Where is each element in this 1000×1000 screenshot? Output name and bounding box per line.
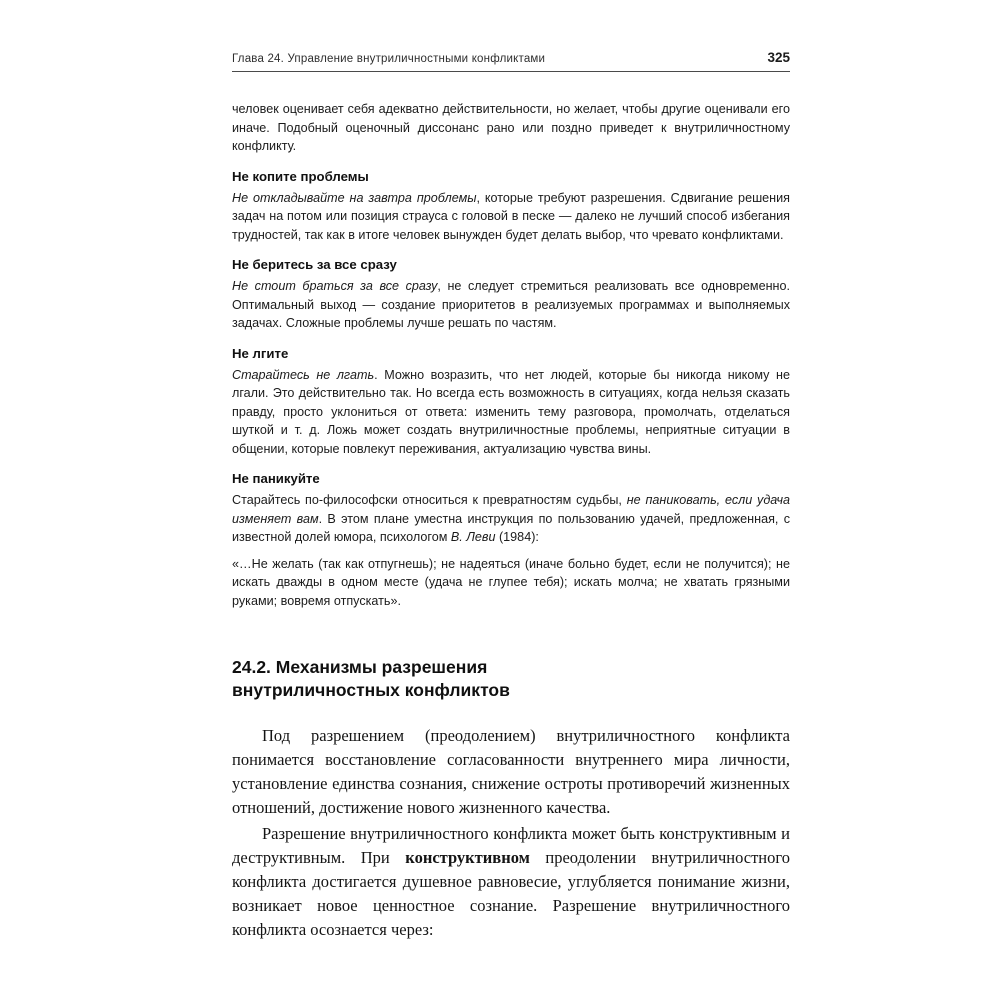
text-run: Под разрешением (преодолением) внутриличностного конфликта понимается восстановление согласованности внутреннего мира личности, установление единства сознания, снижение остроты противоречий жизненных отношений, достижение нового жизненного качества. [232,726,790,817]
section-heading: 24.2. Механизмы разрешения внутриличностных конфликтов [232,657,510,700]
text-run: преодолении внутриличностного конфликта достигается душевное равновесие, углубляется понимание жизни, возникает новое ценностное сознание. Разрешение внутриличностного конфликта осознается через: [232,848,790,939]
text-run: не паниковать, если удача изменяет вам [232,493,790,526]
subheading: Не беритесь за все сразу [232,257,397,272]
paragraph [232,366,790,459]
paragraph [232,724,790,820]
page-number: 325 [767,50,790,65]
text-run: Не откладывайте на завтра проблемы [232,190,477,205]
text-run: . В этом плане уместна инструкция по пользованию удачей, предложенная, с известной долей юмора, психологом [232,511,790,544]
text-run: . Можно возразить, что нет людей, которые бы никогда никому не лгали. Это действительно так. Но всегда есть возможность в ситуациях, когда нельзя сказать правду, просто уклониться от ответа: изменить тему разговора, промолчать, отделаться шуткой и т. д. Ложь может создать внутриличностные проблемы, неприятные ситуации в общении, которые повлекут переживания, актуализацию чувства вины. [232,367,790,456]
paragraph [232,491,790,547]
running-head [232,50,790,72]
text-run: Не стоит браться за все сразу [232,279,438,293]
text-run: Разрешение внутриличностного конфликта может быть конструктивным и деструктивным. При [232,824,790,867]
text-run: человек оценивает себя адекватно действительности, но желает, чтобы другие оценивали его иначе. Подобный оценочный диссонанс рано или поздно приведет к внутриличностному конфликту. [232,102,790,153]
text-run: Старайтесь не лгать [232,367,375,382]
paragraph [232,100,790,156]
text-run: , не следует стремиться реализовать все одновременно. Оптимальный выход — создание приоритетов в реализуемых программах и выполняемых задачах. Сложные проблемы лучше решать по частям. [232,279,790,330]
text-run: Старайтесь по-философски относиться к превратностям судьбы, [232,493,627,507]
page-body [232,100,790,942]
chapter-running-title: Глава 24. Управление внутриличностными конфликтами [232,53,546,65]
text-run: В. Леви [450,530,496,544]
text-run: «…Не желать (так как отпугнешь); не надеяться (иначе больно будет, если не получится); не искать дважды в одном месте (удача не глупее тебя); искать молча; не хватать грязными руками; вовремя отпускать». [232,556,790,608]
subheading: Не копите проблемы [232,168,369,184]
paragraph [232,277,790,333]
text-run: , которые требуют разрешения. Сдвигание решения задач на потом или позиция страуса с головой в песке — далеко не лучший способ избегания трудностей, так как в итоге человек вынужден будет делать выбор, что чревато конфликтами. [232,190,790,242]
text-run: (1984): [495,530,539,544]
paragraph [232,822,790,942]
content-column [232,50,790,944]
paragraph [232,189,790,245]
subheading: Не паникуйте [232,471,320,486]
paragraph [232,555,790,611]
text-run: конструктивном [405,848,530,867]
subheading: Не лгите [232,345,289,361]
